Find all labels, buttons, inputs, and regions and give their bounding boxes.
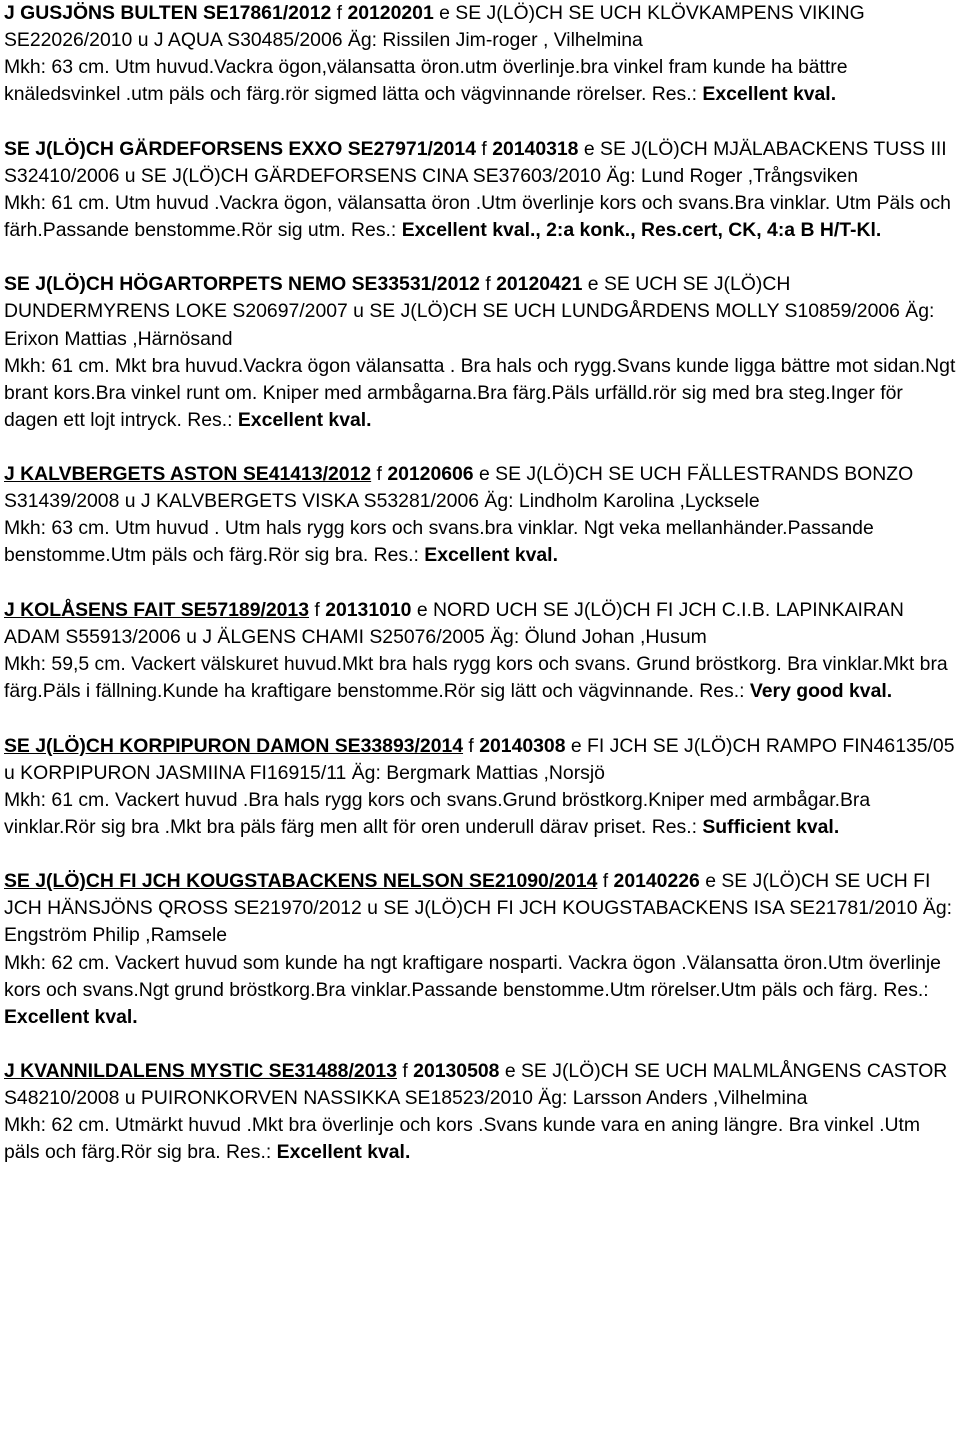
birth-date: 20120421 — [496, 273, 583, 296]
result-grade: Very good kval. — [749, 680, 893, 703]
dog-name: J KOLÅSENS FAIT SE57189/2013 — [4, 598, 310, 621]
dog-name: SE J(LÖ)CH KORPIPURON DAMON SE33893/2014 — [4, 734, 464, 757]
critique — [4, 787, 956, 841]
birth-date: 20120201 — [347, 2, 434, 24]
critique-text: Mkh: 62 cm. Vackert huvud som kunde ha ngt kraftigare nosparti. Vackra ögon .Välansatta öron.Utm överlinje kors och svans.Ngt grund bröstkorg.Bra vinklar.Passande benstomme.Utm rörelser.Utm päls och färg. Res.: — [4, 951, 941, 1001]
dog-name: J KALVBERGETS ASTON SE41413/2012 — [4, 463, 372, 486]
birth-date: 20140308 — [479, 734, 566, 757]
critique-text: Mkh: 61 cm. Vackert huvud .Bra hals rygg kors och svans.Grund bröstkorg.Kniper med armbågar.Bra vinklar.Rör sig bra .Mkt bra päls färg men allt för oren underull därav priset. Res.: — [4, 788, 871, 838]
dog-name: SE J(LÖ)CH HÖGARTORPETS NEMO SE33531/2012 — [4, 273, 480, 296]
critique-text: Mkh: 63 cm. Utm huvud . Utm hals rygg kors och svans.bra vinklar. Ngt veka mellanhänder.Passande benstomme.Utm päls och färg.Rör sig bra. Res.: — [4, 517, 874, 567]
result-grade: Excellent kval. — [424, 544, 558, 567]
critique-text: Mkh: 62 cm. Utmärkt huvud .Mkt bra överlinje och kors .Svans kunde vara en aning längre. Bra vinkel .Utm päls och färg.Rör sig bra. Res.: — [4, 1114, 921, 1164]
pedigree-text: f — [476, 137, 493, 160]
result-grade: Sufficient kval. — [702, 815, 840, 838]
critique — [4, 1112, 956, 1166]
dog-entry — [4, 1058, 956, 1166]
critique — [4, 651, 956, 705]
dog-entry — [4, 461, 956, 569]
result-grade: Excellent kval. — [401, 218, 536, 241]
dog-entry — [4, 597, 956, 705]
dog-header — [4, 271, 956, 352]
result-grade: , 2:a konk., Res.cert, CK, 4:a B H/T-Kl. — [535, 218, 882, 241]
result-grade: Excellent kval. — [276, 1141, 411, 1164]
dog-name: J KVANNILDALENS MYSTIC SE31488/2013 — [4, 1060, 397, 1083]
critique — [4, 353, 956, 434]
pedigree-text: f — [463, 734, 480, 757]
pedigree-text: f — [331, 2, 348, 24]
result-grade: Excellent kval. — [702, 83, 837, 106]
dog-entry — [4, 868, 956, 1031]
dog-entry — [4, 0, 956, 108]
critique — [4, 190, 956, 244]
critique — [4, 515, 956, 569]
dog-name: SE J(LÖ)CH FI JCH KOUGSTABACKENS NELSON SE21090/2014 — [4, 870, 598, 893]
dog-header — [4, 136, 956, 190]
dog-entry — [4, 733, 956, 841]
dog-name: J GUSJÖNS BULTEN SE17861/2012 — [4, 2, 332, 24]
dog-header — [4, 597, 956, 651]
birth-date: 20140318 — [492, 137, 579, 160]
pedigree-text: e FI JCH SE J(LÖ)CH RAMPO FIN46135/05 u KORPIPURON JASMIINA FI16915/11 Äg: Bergmark Mattias ,Norsjö — [4, 734, 955, 784]
birth-date: 20131010 — [325, 598, 412, 621]
critique-text: Mkh: 61 cm. Utm huvud .Vackra ögon, välansatta öron .Utm överlinje kors och svans.Bra vinklar. Utm Päls och färh.Passande benstomme.Rör sig utm. Res.: — [4, 191, 951, 241]
dog-header — [4, 868, 956, 949]
pedigree-text: f — [479, 273, 497, 296]
pedigree-text: f — [309, 598, 326, 621]
result-grade: Excellent kval. — [237, 408, 372, 431]
dog-entry — [4, 271, 956, 434]
pedigree-text: e SE J(LÖ)CH SE UCH MALMLÅNGENS CASTOR S48210/2008 u PUIRONKORVEN NASSIKKA SE18523/2010 Äg: Larsson Anders ,Vilhelmina — [4, 1060, 948, 1110]
dog-header — [4, 1058, 956, 1112]
pedigree-text: e SE J(LÖ)CH SE UCH FI JCH HÄNSJÖNS QROSS SE21970/2012 u SE J(LÖ)CH FI JCH KOUGSTABACKENS ISA SE21781/2010 Äg: Engström Philip ,Ramsele — [4, 870, 953, 947]
critique — [4, 54, 956, 108]
pedigree-text: e SE J(LÖ)CH MJÄLABACKENS TUSS III S32410/2006 u SE J(LÖ)CH GÄRDEFORSENS CINA SE37603/2010 Äg: Lund Roger ,Trångsviken — [4, 137, 947, 187]
pedigree-text: e SE J(LÖ)CH SE UCH KLÖVKAMPENS VIKING SE22026/2010 u J AQUA S30485/2006 Äg: Rissilen Jim-roger , Vilhelmina — [4, 2, 865, 52]
dog-entry — [4, 136, 956, 244]
pedigree-text: f — [371, 463, 388, 486]
critique-text: Mkh: 63 cm. Utm huvud.Vackra ögon,välansatta öron.utm överlinje.bra vinkel fram kunde ha bättre knäledsvinkel .utm päls och färg.rör sigmed lätta och vägvinnande rörelser. Res.: — [4, 56, 848, 106]
dog-name: SE J(LÖ)CH GÄRDEFORSENS EXXO SE27971/2014 — [4, 137, 477, 160]
result-grade: Excellent kval. — [4, 1005, 138, 1028]
critique-text: Mkh: 61 cm. Mkt bra huvud.Vackra ögon välansatta . Bra hals och rygg.Svans kunde ligga bättre mot sidan.Ngt brant kors.Bra vinkel runt om. Kniper med armbågarna.Bra färg.Päls urfälld.rör sig med bra steg.Inger för dagen ett lojt intryck. Res.: — [4, 354, 956, 431]
pedigree-text: e NORD UCH SE J(LÖ)CH FI JCH C.I.B. LAPINKAIRAN ADAM S55913/2006 u J ÄLGENS CHAMI S25076/2005 Äg: Ölund Johan ,Husum — [4, 598, 904, 648]
pedigree-text: e SE UCH SE J(LÖ)CH DUNDERMYRENS LOKE S20697/2007 u SE J(LÖ)CH SE UCH LUNDGÅRDENS MOLLY S10859/2006 Äg: Erixon Mattias ,Härnösand — [4, 273, 935, 350]
pedigree-text: f — [597, 870, 614, 893]
critique — [4, 950, 956, 1031]
dog-header — [4, 733, 956, 787]
dog-header — [4, 461, 956, 515]
pedigree-text: e SE J(LÖ)CH SE UCH FÄLLESTRANDS BONZO S31439/2008 u J KALVBERGETS VISKA S53281/2006 Äg: Lindholm Karolina ,Lycksele — [4, 463, 914, 513]
birth-date: 20140226 — [613, 870, 700, 893]
birth-date: 20120606 — [387, 463, 474, 486]
dog-header — [4, 0, 956, 54]
birth-date: 20130508 — [413, 1060, 500, 1083]
pedigree-text: f — [396, 1060, 414, 1083]
critique-text: Mkh: 59,5 cm. Vackert välskuret huvud.Mkt bra hals rygg kors och svans. Grund bröstkorg. Bra vinklar.Mkt bra färg.Päls i fällning.Kunde ha kraftigare benstomme.Rör sig lätt och vägvinnande. Res.: — [4, 653, 948, 703]
